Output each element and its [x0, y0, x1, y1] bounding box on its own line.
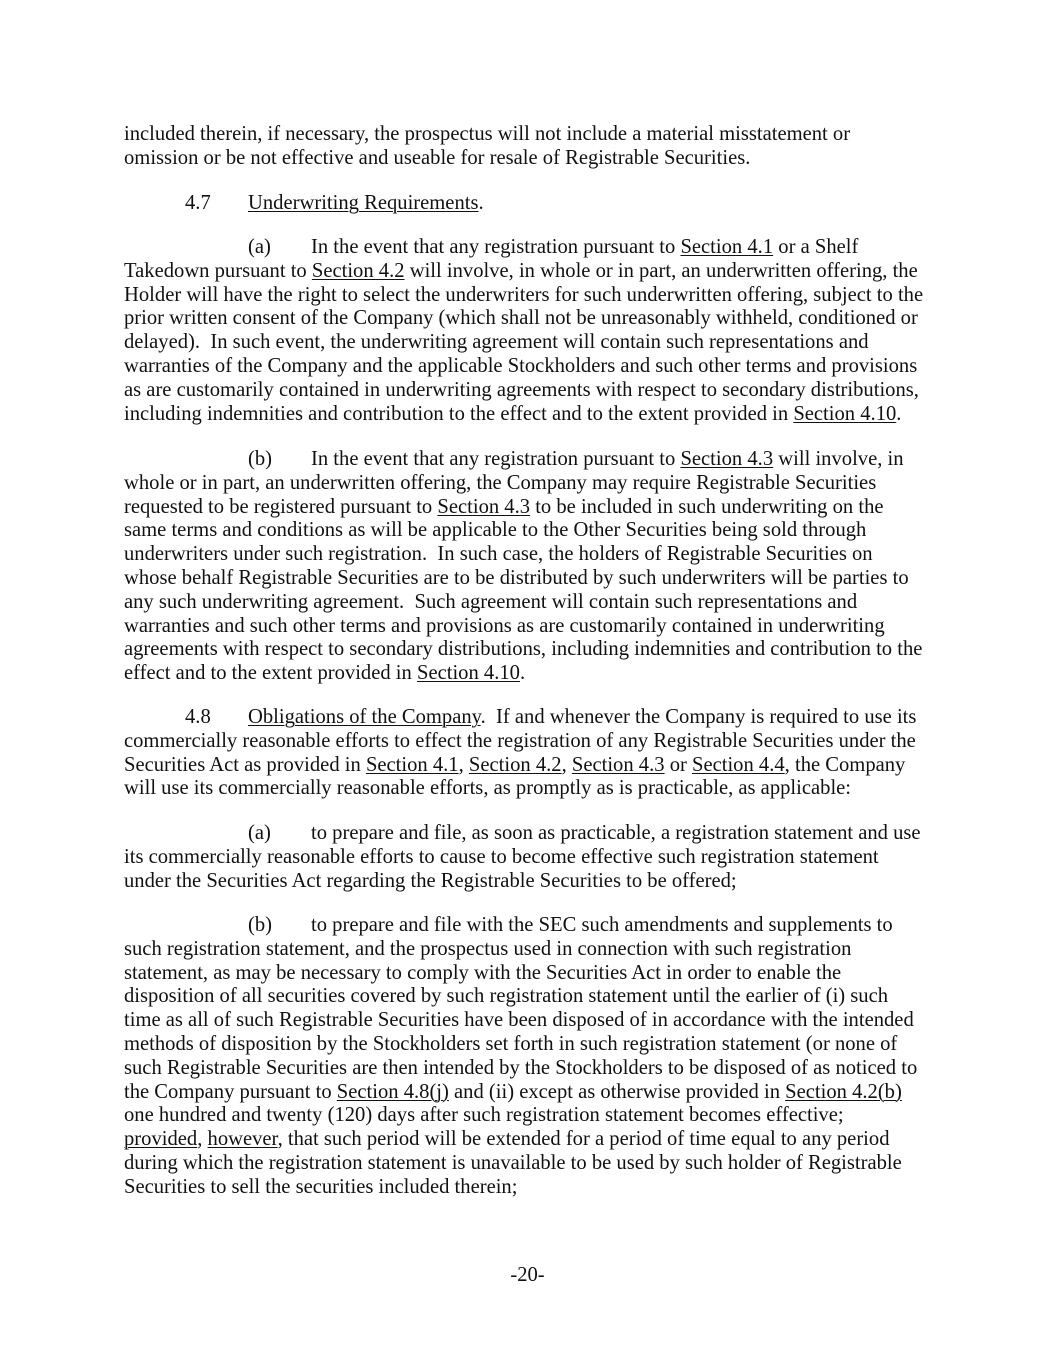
text-run: whose behalf Registrable Securities are to be distributed by such underwriters will be parties to	[124, 566, 909, 589]
section-reference: Section 4.2	[468, 753, 562, 776]
text-run: time as all of such Registrable Securities have been disposed of in accordance with the intended	[124, 1009, 914, 1032]
text-line	[124, 147, 954, 171]
text-run: Takedown pursuant to	[124, 259, 312, 282]
page-number: -20-	[510, 1264, 545, 1286]
text-run: agreements with respect to secondary distributions, including indemnities and contribution to the	[124, 638, 923, 661]
paragraph-number: 4.7	[185, 192, 211, 214]
text-run: the Company pursuant to	[124, 1080, 337, 1103]
text-run: will involve, in	[773, 448, 904, 470]
text-run: will use its commercially reasonable efforts, as promptly as is practicable, as applicable:	[124, 777, 852, 800]
text-run: statement, as may be necessary to comply with the Securities Act in order to enable the	[124, 961, 842, 984]
text-line	[124, 1104, 954, 1128]
text-run: such Registrable Securities are then intended by the Stockholders to be disposed of as noticed to	[124, 1056, 918, 1079]
section-reference: Section 4.4	[692, 753, 785, 776]
text-run: and (ii) except as otherwise provided in	[448, 1080, 786, 1103]
text-run: to prepare and file, as soon as practicable, a registration statement and use	[311, 822, 921, 844]
text-run: same terms and conditions as will be applicable to the Other Securities being sold through	[124, 519, 867, 542]
text-line	[124, 284, 954, 308]
section-reference: Section 4.8(j)	[336, 1080, 449, 1103]
text-run: including indemnities and contribution to the effect and to the extent provided in	[124, 402, 794, 425]
section-4-7-heading	[124, 192, 954, 216]
text-line	[124, 730, 954, 754]
section-4-7-a	[124, 236, 954, 426]
text-line	[124, 123, 954, 147]
section-reference: Section 4.3	[571, 753, 665, 776]
text-run: its commercially reasonable efforts to cause to become effective such registration statement	[124, 845, 879, 868]
text-run: effect and to the extent provided in	[124, 662, 417, 685]
section-reference: Section 4.2(b)	[785, 1080, 902, 1103]
underlined-term: however	[207, 1128, 278, 1151]
text-line	[124, 1176, 954, 1200]
text-run: included therein, if necessary, the prospectus will not include a material misstatement or	[124, 123, 851, 145]
text-line	[124, 822, 954, 846]
text-run: Securities Act as provided in	[124, 753, 366, 776]
text-run: .	[519, 662, 526, 685]
text-line	[124, 307, 954, 331]
text-run: requested to be registered pursuant to	[124, 495, 438, 518]
section-reference: Section 4.10	[793, 402, 897, 425]
section-title: Obligations of the Company	[248, 706, 481, 728]
paragraph-number: (a)	[248, 822, 271, 844]
text-line	[124, 591, 954, 615]
text-line	[124, 638, 954, 662]
underlined-term: provided	[124, 1128, 198, 1151]
text-line	[124, 1081, 954, 1105]
text-line	[124, 962, 954, 986]
paragraph-number: (b)	[248, 914, 273, 936]
text-line	[124, 496, 954, 520]
text-run: .	[896, 402, 902, 425]
text-line	[124, 355, 954, 379]
text-line	[124, 662, 954, 686]
text-line	[124, 846, 954, 870]
text-run: ,	[561, 753, 572, 776]
section-reference: Section 4.10	[416, 662, 520, 685]
text-line	[124, 870, 954, 894]
section-reference: Section 4.1	[365, 753, 459, 776]
section-reference: Section 4.3	[437, 495, 531, 518]
paragraph-number: 4.8	[185, 706, 211, 728]
text-line	[124, 519, 954, 543]
text-line	[124, 448, 954, 472]
section-reference: Section 4.2	[311, 259, 405, 282]
text-run: during which the registration statement is unavailable to be used by such holder of Registrable	[124, 1151, 902, 1174]
text-line	[124, 1152, 954, 1176]
section-4-7-b	[124, 448, 954, 686]
text-line	[124, 567, 954, 591]
text-run: . If and whenever the Company is required to use its	[480, 706, 917, 728]
text-run: disposition of all securities covered by such registration statement until the earlier of (i) such	[124, 985, 889, 1008]
text-run: Securities to sell the securities included therein;	[124, 1175, 518, 1198]
text-run: any such underwriting agreement. Such agreement will contain such representations and	[124, 590, 858, 613]
paragraph-number: (b)	[248, 448, 273, 470]
text-line	[124, 914, 954, 938]
text-run: delayed). In such event, the underwriting agreement will contain such representations and	[124, 331, 869, 354]
text-line	[124, 938, 954, 962]
text-line	[124, 472, 954, 496]
text-line	[124, 1009, 954, 1033]
text-line	[124, 985, 954, 1009]
text-line	[124, 379, 954, 403]
text-run: whole or in part, an underwritten offering, the Company may require Registrable Securities	[124, 471, 877, 494]
text-line	[124, 331, 954, 355]
text-run: warranties of the Company and the applicable Stockholders and such other terms and provisions	[124, 354, 918, 377]
text-line	[124, 706, 954, 730]
text-run: .	[478, 192, 484, 214]
section-4-8-b	[124, 914, 954, 1200]
section-4-8-a	[124, 822, 954, 893]
text-run: under the Securities Act regarding the Registrable Securities to be offered;	[124, 869, 737, 892]
section-4-8	[124, 706, 954, 801]
section-reference: Section 4.1	[680, 236, 774, 258]
text-run: In the event that any registration pursuant to	[311, 448, 681, 470]
text-line	[124, 1057, 954, 1081]
text-run: ,	[458, 753, 469, 776]
text-run: as are customarily contained in underwriting agreements with respect to secondary distributions,	[124, 378, 919, 401]
section-title: Underwriting Requirements	[248, 192, 479, 214]
text-run: omission or be not effective and useable for resale of Registrable Securities.	[124, 146, 751, 169]
text-line	[124, 236, 954, 260]
text-run: commercially reasonable efforts to effect the registration of any Registrable Securities under the	[124, 729, 916, 752]
text-line	[124, 1033, 954, 1057]
text-run: methods of disposition by the Stockholders set forth in such registration statement (or none of	[124, 1032, 898, 1055]
text-line	[124, 543, 954, 567]
paragraph-number: (a)	[248, 236, 271, 258]
text-line	[124, 403, 954, 427]
text-run: or	[664, 753, 692, 776]
text-line	[124, 754, 954, 778]
text-run: such registration statement, and the prospectus used in connection with such registration	[124, 937, 852, 960]
text-run: one hundred and twenty (120) days after such registration statement becomes effective;	[124, 1104, 844, 1127]
text-run: underwriters under such registration. In such case, the holders of Registrable Securities on	[124, 543, 873, 566]
text-run: will involve, in whole or in part, an underwritten offering, the	[404, 259, 918, 282]
text-line	[124, 777, 954, 801]
text-run: , that such period will be extended for a period of time equal to any period	[277, 1128, 890, 1151]
text-run: prior written consent of the Company (which shall not be unreasonably withheld, conditioned or	[124, 307, 918, 330]
text-run: In the event that any registration pursuant to	[311, 236, 681, 258]
text-line	[124, 615, 954, 639]
text-run: to be included in such underwriting on the	[530, 495, 884, 518]
text-run: ,	[197, 1128, 208, 1151]
text-run: Holder will have the right to select the underwriters for such underwritten offering, subject to the	[124, 283, 924, 306]
text-run: or a Shelf	[773, 236, 859, 258]
section-reference: Section 4.3	[680, 448, 774, 470]
text-line	[124, 192, 954, 216]
text-run: , the Company	[784, 753, 906, 776]
text-line	[124, 1128, 954, 1152]
text-run: to prepare and file with the SEC such amendments and supplements to	[311, 914, 893, 936]
text-line	[124, 260, 954, 284]
text-run: warranties and such other terms and provisions as are customarily contained in underwriting	[124, 614, 885, 637]
paragraph-continuation	[124, 123, 954, 171]
